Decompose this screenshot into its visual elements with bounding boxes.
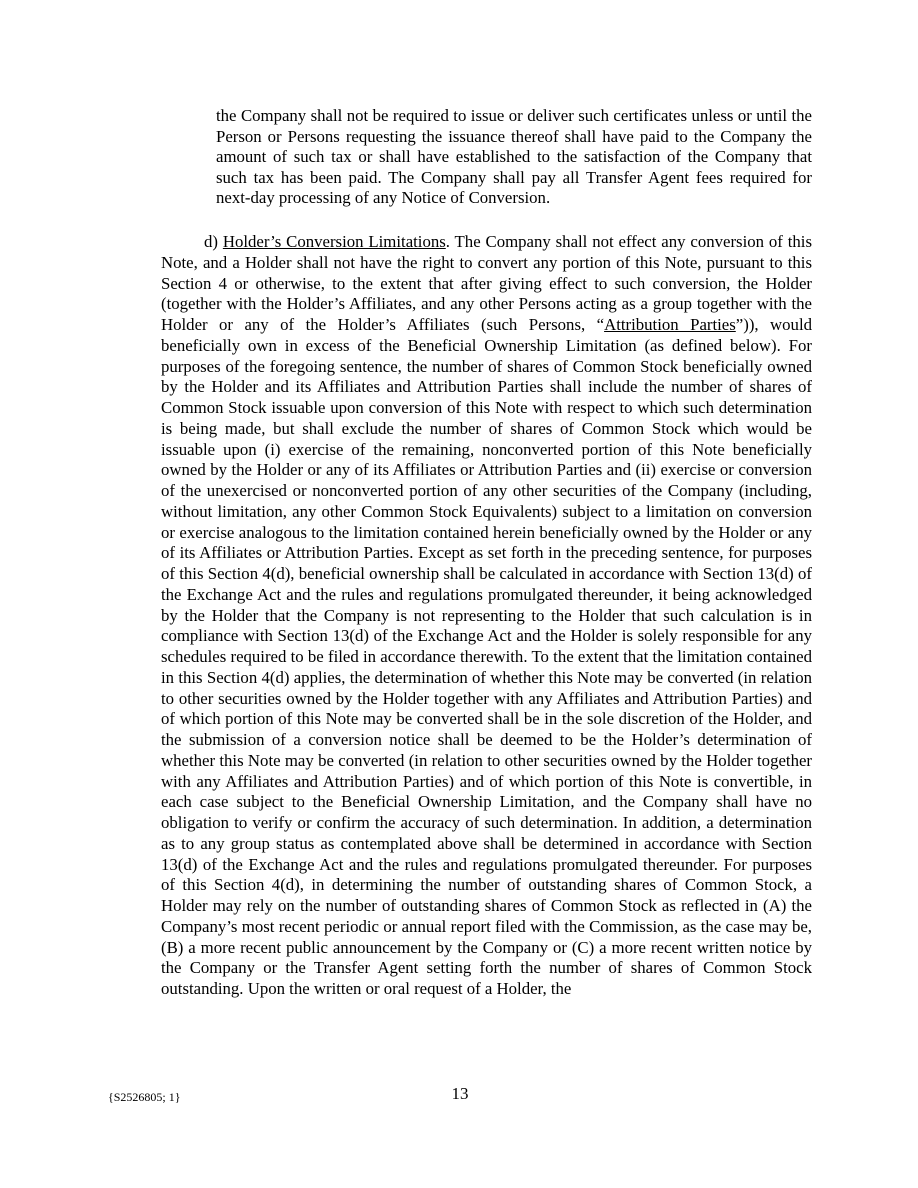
section-d-text-part1: The Company shall not effect any conversion of this Note, and a Holder shall not have the right to convert any portion of this Note, pursuant to this Section 4 or otherwise, to the extent that after giving effect to such conversion, the Holder (together with the Holder’s Affiliates, and any other Persons acting as a group together with the Holder or any of the Holder’s Affiliates (such Persons, “ [161,232,812,334]
section-d-paragraph [161,232,812,1000]
paragraph-continuation: the Company shall not be required to issue or deliver such certificates unless or until the Person or Persons requesting the issuance thereof shall have paid to the Company the amount of such tax or shall have established to the satisfaction of the Company that such tax has been paid. The Company shall pay all Transfer Agent fees required for next-day processing of any Notice of Conversion. [216,106,812,208]
footer-document-code: {S2526805; 1} [108,1090,181,1104]
section-d-heading-suffix: . [445,232,450,251]
section-d-text-part2: ”)), would beneficially own in excess of the Beneficial Ownership Limitation (as defined below). For purposes of the foregoing sentence, the number of shares of Common Stock beneficially owned by the Holder and its Affiliates and Attribution Parties shall include the number of shares of Common Stock issuable upon conversion of this Note with respect to which such determination is being made, but shall exclude the number of shares of Common Stock which would be issuable upon (i) exercise of the remaining, nonconverted portion of this Note beneficially owned by the Holder or any of its Affiliates or Attribution Parties and (ii) exercise or conversion of the unexercised or nonconverted portion of any other securities of the Company (including, without limitation, any other Common Stock Equivalents) subject to a limitation on conversion or exercise analogous to the limitation contained herein beneficially owned by the Holder or any of its Affiliates or Attribution Parties. Except as set forth in the preceding sentence, for purposes of this Section 4(d), beneficial ownership shall be calculated in accordance with Section 13(d) of the Exchange Act and the rules and regulations promulgated thereunder, it being acknowledged by the Holder that the Company is not representing to the Holder that such calculation is in compliance with Section 13(d) of the Exchange Act and the Holder is solely responsible for any schedules required to be filed in accordance therewith. To the extent that the limitation contained in this Section 4(d) applies, the determination of whether this Note may be converted (in relation to other securities owned by the Holder together with any Affiliates and Attribution Parties) and of which portion of this Note may be converted shall be in the sole discretion of the Holder, and the submission of a conversion notice shall be deemed to be the Holder’s determination of whether this Note may be converted (in relation to other securities owned by the Holder together with any Affiliates and Attribution Parties) and of which portion of this Note is convertible, in each case subject to the Beneficial Ownership Limitation, and the Company shall have no obligation to verify or confirm the accuracy of such determination. In addition, a determination as to any group status as contemplated above shall be determined in accordance with Section 13(d) of the Exchange Act and the rules and regulations promulgated thereunder. For purposes of this Section 4(d), in determining the number of outstanding shares of Common Stock, a Holder may rely on the number of outstanding shares of Common Stock as reflected in (A) the Company’s most recent periodic or annual report filed with the Commission, as the case may be, (B) a more recent public announcement by the Company or (C) a more recent written notice by the Company or the Transfer Agent setting forth the number of shares of Common Stock outstanding. Upon the written or oral request of a Holder, the [161,315,813,998]
defined-term-attribution-parties: Attribution Parties [604,315,736,334]
section-d-label: d) [204,232,218,251]
section-d-heading: Holder’s Conversion Limitations [222,232,446,251]
page-number: 13 [451,1084,469,1103]
